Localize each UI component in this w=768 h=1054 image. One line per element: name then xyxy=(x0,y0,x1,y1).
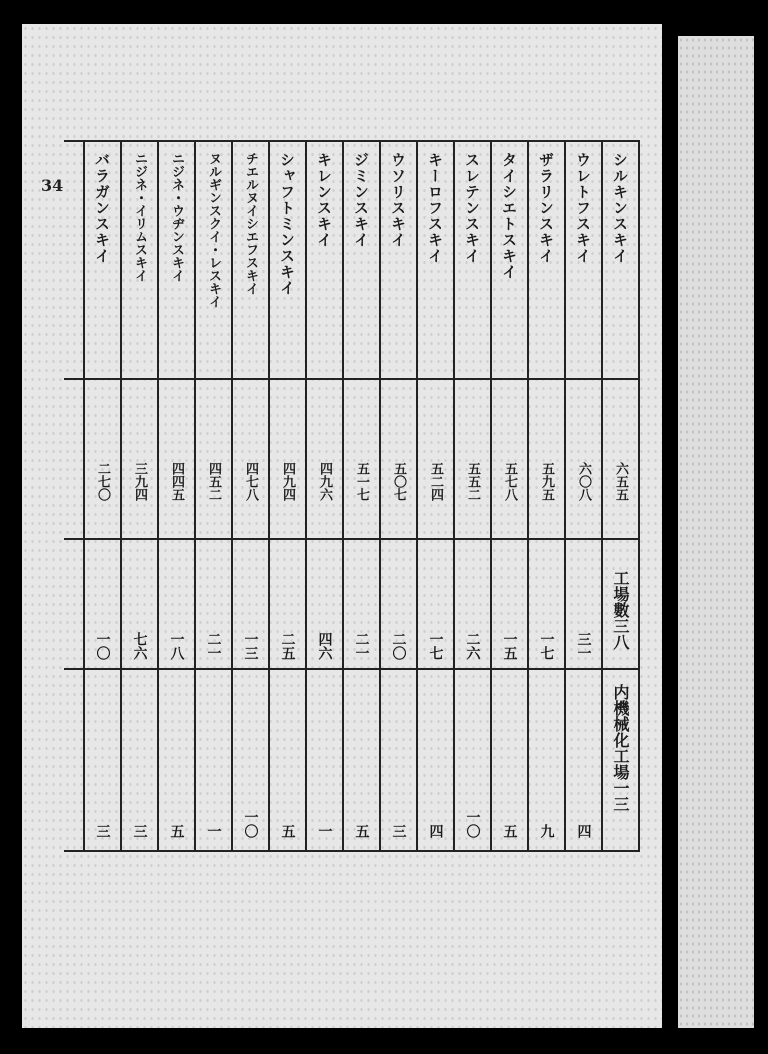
adjacent-page-edge xyxy=(678,36,754,1028)
factory-count-value: 一七 xyxy=(427,632,444,660)
table-row xyxy=(305,140,342,852)
table-row xyxy=(490,140,527,852)
district-name: ジミンスキイ xyxy=(352,152,370,248)
count-value: 三九四 xyxy=(132,462,147,501)
count-value: 五九五 xyxy=(539,462,554,501)
table-row xyxy=(416,140,453,852)
count-value: 五〇七 xyxy=(391,462,406,501)
district-name: チエルヌイシエフスキイ xyxy=(243,152,258,295)
factory-count-value: 二一 xyxy=(205,632,222,660)
table-left-rule xyxy=(83,140,85,852)
table-row xyxy=(564,140,601,852)
factory-count-value: 一三 xyxy=(242,632,259,660)
mechanized-count-value: 三 xyxy=(94,824,111,838)
table-row xyxy=(268,140,305,852)
count-value: 五二四 xyxy=(428,462,443,501)
mechanized-count-value: 五 xyxy=(279,824,296,838)
factory-count-value: 三一 xyxy=(575,632,592,660)
table-right-rule xyxy=(638,140,640,852)
factory-count-value: 二〇 xyxy=(390,632,407,660)
count-value: 四四五 xyxy=(169,462,184,501)
factory-count-value: 一八 xyxy=(168,632,185,660)
table-row xyxy=(83,140,120,852)
count-value: 四九四 xyxy=(280,462,295,501)
factory-count-value: 七六 xyxy=(131,632,148,660)
district-name: ウソリスキイ xyxy=(389,152,407,248)
count-value: 四九六 xyxy=(317,462,332,501)
district-name: ニジネ・イリムスキイ xyxy=(132,152,147,282)
table-row xyxy=(194,140,231,852)
mechanized-count-value: 五 xyxy=(353,824,370,838)
count-value: 四七八 xyxy=(243,462,258,501)
table-row xyxy=(157,140,194,852)
count-value: 五七八 xyxy=(502,462,517,501)
count-value: 六〇八 xyxy=(576,462,591,501)
district-name: シャフトミンスキイ xyxy=(278,152,296,296)
mechanized-count-value: 九 xyxy=(538,824,555,838)
count-value: 五五二 xyxy=(465,462,480,501)
district-name: ウレトフスキイ xyxy=(574,152,592,264)
table-row xyxy=(527,140,564,852)
factory-count-value: 一五 xyxy=(501,632,518,660)
header-factory-count: 工場數三八 xyxy=(611,570,630,650)
mechanized-count-value: 一 xyxy=(205,824,222,838)
count-value: 四五二 xyxy=(206,462,221,501)
district-name: タイシエトスキイ xyxy=(500,152,518,280)
count-value: 五一七 xyxy=(354,462,369,501)
factory-count-value: 一〇 xyxy=(94,632,111,660)
district-name: キレンスキイ xyxy=(315,152,333,248)
statistics-table xyxy=(64,140,640,854)
mechanized-count-value: 三 xyxy=(390,824,407,838)
factory-count-value: 一七 xyxy=(538,632,555,660)
district-name: キーロフスキイ xyxy=(426,152,444,264)
table-row xyxy=(379,140,416,852)
district-name: スレテンスキイ xyxy=(463,152,481,264)
factory-count-value: 二五 xyxy=(279,632,296,660)
factory-count-value: 二一 xyxy=(353,632,370,660)
mechanized-count-value: 一 xyxy=(316,824,333,838)
mechanized-count-value: 三 xyxy=(131,824,148,838)
header-mechanized-count: 内機械化工場一三 xyxy=(611,684,630,812)
mechanized-count-value: 四 xyxy=(575,824,592,838)
count-value: 二七〇 xyxy=(95,462,110,501)
header-name-cell: シルキンスキイ xyxy=(611,152,629,264)
header-column xyxy=(601,140,638,852)
factory-count-value: 四六 xyxy=(316,632,333,660)
header-count-cell: 六五五 xyxy=(613,462,628,501)
district-name: ヌルギンスクイ・レスキイ xyxy=(206,152,221,308)
factory-count-value: 二六 xyxy=(464,632,481,660)
page-number: 34 xyxy=(41,176,64,195)
table-row xyxy=(453,140,490,852)
table-row xyxy=(120,140,157,852)
district-name: バラガンスキイ xyxy=(93,152,111,264)
table-row xyxy=(231,140,268,852)
mechanized-count-value: 一〇 xyxy=(242,810,259,838)
district-name: ザラリンスキイ xyxy=(537,152,555,264)
mechanized-count-value: 一〇 xyxy=(464,810,481,838)
table-row xyxy=(342,140,379,852)
mechanized-count-value: 四 xyxy=(427,824,444,838)
mechanized-count-value: 五 xyxy=(168,824,185,838)
mechanized-count-value: 五 xyxy=(501,824,518,838)
district-name: ニジネ・ウヂンスキイ xyxy=(169,152,184,282)
